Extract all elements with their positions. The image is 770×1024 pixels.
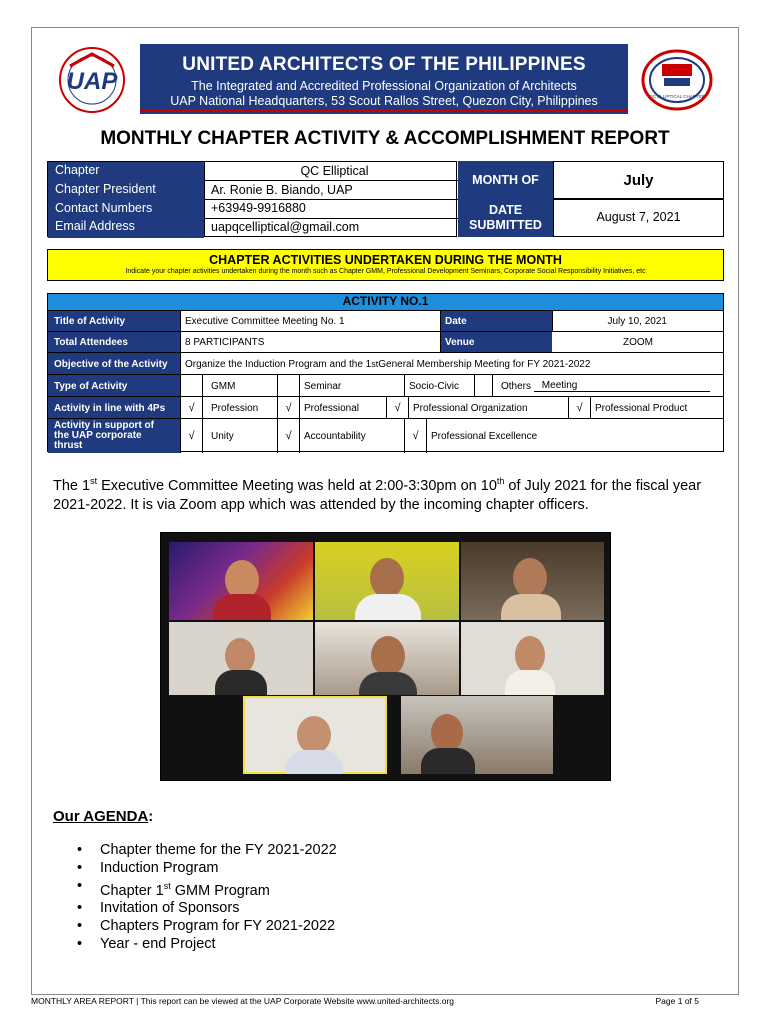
venue-label: Venue — [440, 332, 552, 353]
activities-subtext: Indicate your chapter activities undertaken during the month such as Chapter GMM, Professional Development Seminars, Corporate Social Responsibility Initiatives, etc — [125, 268, 646, 275]
type-socio: Socio-Civic — [404, 375, 474, 397]
fourps-4: Professional Product — [590, 397, 723, 419]
qc-elliptical-logo — [640, 48, 714, 112]
agenda-item-text-post: GMM Program — [170, 882, 270, 899]
objective-text-2: General Membership Meeting for FY 2021-2022 — [378, 358, 591, 370]
header-accent-line — [140, 110, 628, 112]
thrust-2-check[interactable]: √ — [277, 419, 299, 453]
month-value: July — [553, 161, 724, 199]
participant-tile-5 — [315, 622, 459, 695]
logo-left-text: UAP — [66, 68, 118, 95]
type-gmm: GMM — [202, 375, 277, 397]
attendees-label: Total Attendees — [48, 332, 180, 353]
agenda-item — [80, 878, 480, 901]
summary-text-1: The 1 — [53, 477, 91, 494]
chapter-info-table — [47, 161, 457, 237]
president-value: Ar. Ronie B. Biando, UAP — [204, 181, 458, 200]
agenda-item-text: Chapter 1 — [100, 882, 164, 899]
agenda-heading-text: Our AGENDA — [53, 808, 149, 825]
activity-row-attendees — [48, 331, 723, 353]
objective-value — [180, 353, 723, 375]
fourps-label: Activity in line with 4Ps — [48, 397, 180, 419]
chapter-label: Chapter — [55, 163, 100, 177]
participant-tile-8 — [401, 696, 553, 774]
activity-row-type — [48, 374, 723, 397]
thrust-2: Accountability — [299, 419, 404, 453]
agenda-item — [80, 936, 480, 954]
header-banner — [140, 44, 628, 114]
agenda-item-text: Invitation of Sponsors — [100, 900, 240, 917]
type-others-label: Others — [501, 380, 532, 392]
participant-tile-6 — [461, 622, 604, 695]
footer-left: MONTHLY AREA REPORT | This report can be viewed at the UAP Corporate Website www.united-architects.org — [31, 996, 454, 1006]
thrust-3: Professional Excellence — [426, 419, 723, 453]
agenda-heading — [53, 808, 153, 825]
thrust-label-3: thrust — [54, 440, 83, 451]
activity-heading: ACTIVITY NO.1 — [48, 294, 723, 310]
type-others-checkbox[interactable] — [474, 375, 492, 397]
uap-logo — [52, 44, 132, 116]
type-others — [492, 375, 723, 397]
fourps-1: Profession — [202, 397, 277, 419]
date-value: July 10, 2021 — [552, 311, 723, 332]
summary-text-3: of July 2021 for the fiscal year 2021-2022. It is via Zoom app which was attended by the incoming chapter officers. — [53, 477, 702, 513]
agenda-item — [80, 900, 480, 918]
contact-label: Contact Numbers — [55, 201, 153, 215]
president-label: Chapter President — [55, 182, 156, 196]
agenda-heading-colon: : — [148, 808, 154, 825]
org-address: UAP National Headquarters, 53 Scout Rallos Street, Quezon City, Philippines — [170, 94, 598, 108]
agenda-item-text: Chapter theme for the FY 2021-2022 — [100, 842, 337, 858]
objective-label: Objective of the Activity — [48, 353, 180, 375]
thrust-label — [48, 419, 180, 453]
agenda-item-sup: st — [163, 880, 171, 891]
thrust-1-check[interactable]: √ — [180, 419, 202, 453]
agenda-item — [80, 860, 480, 878]
agenda-item — [80, 918, 480, 936]
date-label: Date — [440, 311, 552, 332]
activity-table — [47, 293, 724, 452]
objective-sup: st — [371, 359, 379, 369]
page-number: Page 1 of 5 — [655, 996, 699, 1006]
participant-tile-7 — [243, 696, 387, 774]
type-others-value: Meeting — [534, 380, 710, 392]
agenda-item-text: Year - end Project — [100, 935, 216, 952]
activity-row-objective — [48, 352, 723, 375]
thrust-label-2: the UAP corporate — [54, 430, 142, 441]
report-title: MONTHLY CHAPTER ACTIVITY & ACCOMPLISHMENT REPORT — [100, 128, 670, 149]
summary-sup-2: th — [496, 476, 505, 486]
org-tagline: The Integrated and Accredited Professional Organization of Architects — [191, 79, 577, 93]
email-value: uapqcelliptical@gmail.com — [204, 219, 458, 237]
contact-value: +63949-9916880 — [204, 200, 458, 219]
fourps-1-check[interactable]: √ — [180, 397, 202, 419]
date-label-line2: SUBMITTED — [469, 218, 542, 232]
participant-tile-3 — [461, 542, 604, 620]
objective-text-1: Organize the Induction Program and the 1 — [185, 358, 372, 370]
chapter-value: QC Elliptical — [204, 162, 458, 181]
summary-paragraph — [53, 472, 723, 515]
activity-row-4ps — [48, 396, 723, 419]
activity-row-title — [48, 310, 723, 332]
email-label: Email Address — [55, 219, 135, 233]
fourps-2: Professional — [299, 397, 386, 419]
agenda-list — [80, 842, 480, 954]
thrust-3-check[interactable]: √ — [404, 419, 426, 453]
fourps-3-check[interactable]: √ — [386, 397, 408, 419]
thrust-1: Unity — [202, 419, 277, 453]
activity-row-thrust — [48, 418, 723, 453]
participant-tile-4 — [169, 622, 313, 695]
fourps-4-check[interactable]: √ — [568, 397, 590, 419]
title-label: Title of Activity — [48, 311, 180, 332]
type-label: Type of Activity — [48, 375, 180, 397]
agenda-item — [80, 842, 480, 860]
date-label-line1: DATE — [488, 203, 523, 217]
thrust-label-1: Activity in support of — [54, 420, 154, 431]
type-gmm-checkbox[interactable] — [180, 375, 202, 397]
date-submitted-label — [458, 199, 553, 237]
activities-heading: CHAPTER ACTIVITIES UNDERTAKEN DURING THE MONTH — [209, 253, 562, 267]
fourps-3: Professional Organization — [408, 397, 568, 419]
agenda-item-text: Induction Program — [100, 859, 219, 876]
agenda-item-text: Chapters Program for FY 2021-2022 — [100, 918, 336, 935]
activities-band — [47, 249, 724, 281]
summary-sup-1: st — [90, 476, 98, 486]
venue-value: ZOOM — [623, 337, 653, 348]
fourps-2-check[interactable]: √ — [277, 397, 299, 419]
date-submitted-value: August 7, 2021 — [553, 199, 724, 237]
type-seminar-checkbox[interactable] — [277, 375, 299, 397]
org-name: UNITED ARCHITECTS OF THE PHILIPPINES — [182, 54, 586, 75]
month-label: MONTH OF — [458, 161, 553, 199]
attendees-value: 8 PARTICIPANTS — [180, 332, 440, 353]
summary-text-2: Executive Committee Meeting was held at 2:00-3:30pm on 10 — [97, 477, 497, 494]
logo-right-text: QC ELLIPTICAL CHAPTER — [649, 94, 705, 99]
participant-tile-1 — [169, 542, 313, 620]
type-seminar: Seminar — [299, 375, 404, 397]
title-value: Executive Committee Meeting No. 1 — [180, 311, 484, 332]
participant-tile-2 — [315, 542, 459, 620]
zoom-meeting-photo — [160, 532, 611, 781]
